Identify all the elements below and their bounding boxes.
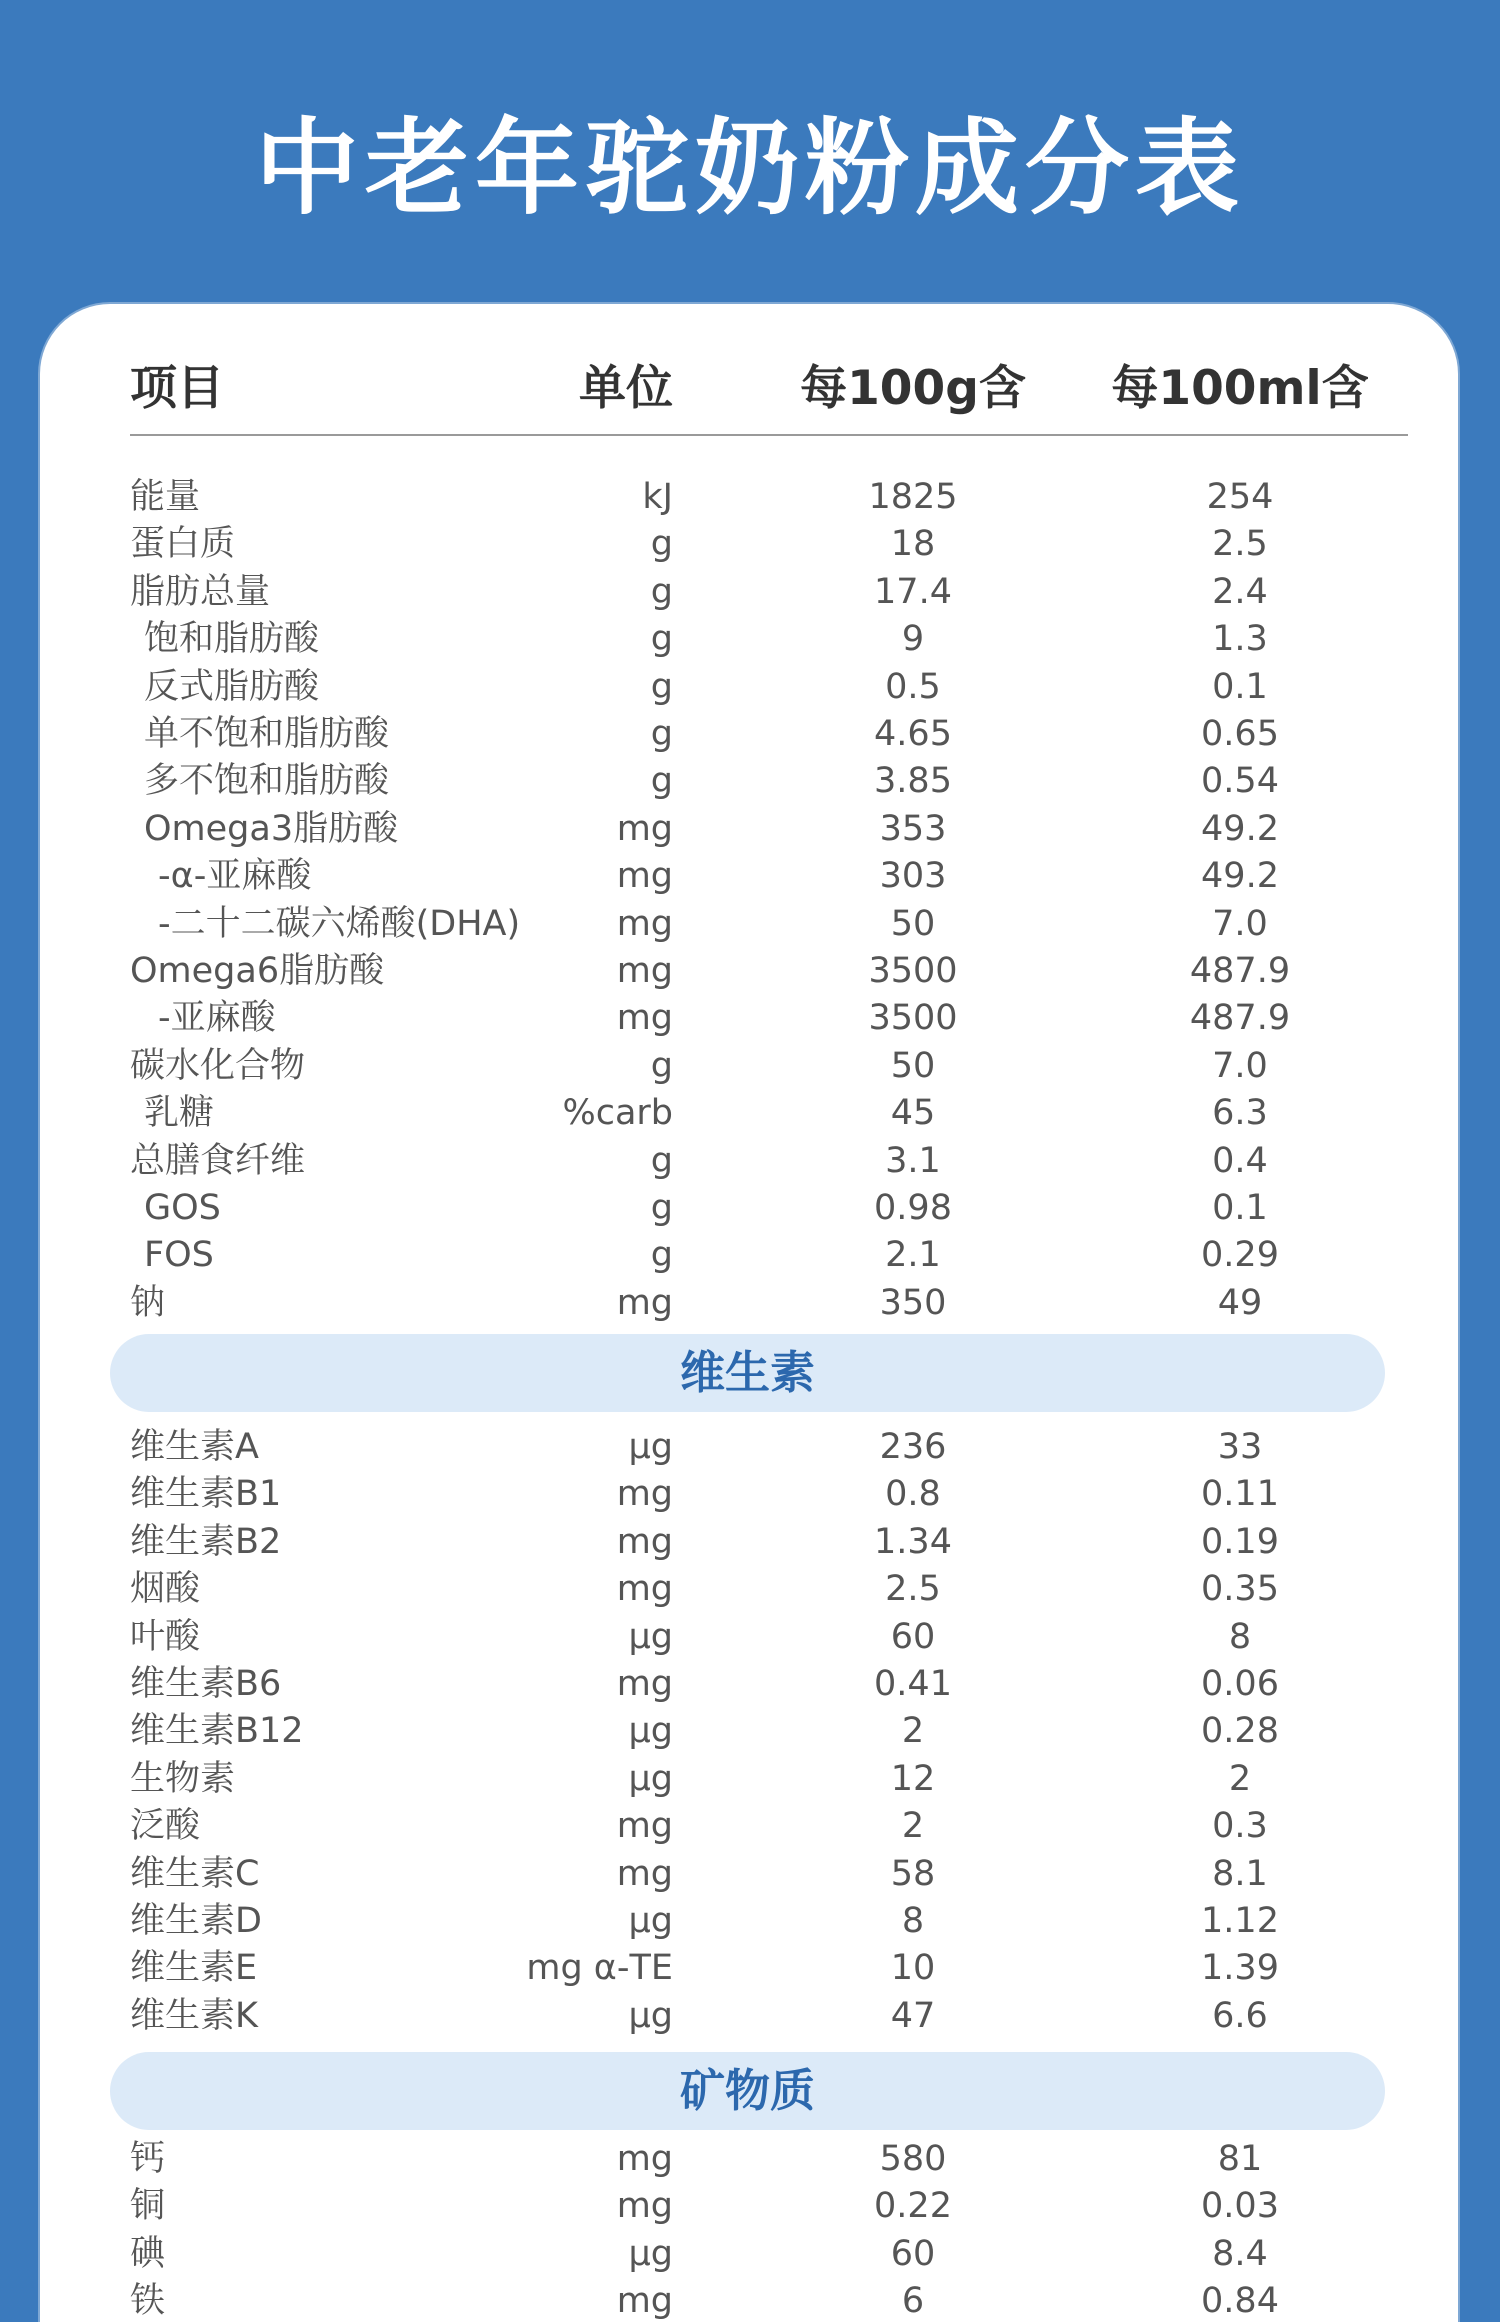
table-row <box>40 1185 1458 1232</box>
row-name: FOS <box>144 1235 214 1276</box>
row-unit: μg <box>628 1995 673 2036</box>
row-value-per-100g: 2.1 <box>885 1235 941 1276</box>
row-value-per-100g: 60 <box>890 1616 936 1657</box>
row-value-per-100ml: 0.11 <box>1201 1474 1279 1515</box>
row-value-per-100ml: 49.2 <box>1201 856 1279 897</box>
row-name: -亚麻酸 <box>158 998 276 1039</box>
row-unit: μg <box>628 2233 673 2274</box>
row-name: 维生素K <box>130 1995 258 2036</box>
table-row <box>40 1280 1458 1327</box>
row-value-per-100g: 50 <box>890 1045 936 1086</box>
row-value-per-100g: 50 <box>890 903 936 944</box>
table-row <box>40 1993 1458 2040</box>
row-unit: mg <box>616 808 673 849</box>
row-value-per-100g: 12 <box>890 1758 936 1799</box>
row-value-per-100g: 303 <box>879 856 947 897</box>
header-item: 项目 <box>130 361 224 416</box>
table-row <box>40 2231 1458 2278</box>
row-value-per-100ml: 0.19 <box>1201 1521 1279 1562</box>
row-value-per-100ml: 8 <box>1228 1616 1252 1657</box>
row-value-per-100ml: 487.9 <box>1189 998 1291 1039</box>
row-value-per-100g: 6 <box>901 2281 925 2322</box>
row-name: 多不饱和脂肪酸 <box>144 761 390 802</box>
row-unit: mg <box>616 998 673 1039</box>
row-name: 生物素 <box>130 1758 236 1799</box>
row-name: 蛋白质 <box>130 524 236 565</box>
row-unit: mg <box>616 2139 673 2179</box>
row-name: 反式脂肪酸 <box>144 666 320 707</box>
row-name: 能量 <box>130 477 201 517</box>
row-value-per-100g: 1825 <box>868 477 958 517</box>
table-row <box>40 901 1458 948</box>
row-value-per-100g: 45 <box>890 1093 936 1134</box>
table-row <box>40 1898 1458 1945</box>
row-value-per-100g: 353 <box>879 808 947 849</box>
row-value-per-100ml: 0.65 <box>1201 714 1279 754</box>
table-row <box>40 1708 1458 1755</box>
row-unit: μg <box>628 1427 673 1467</box>
table-row <box>40 1138 1458 1185</box>
row-value-per-100g: 580 <box>879 2139 947 2179</box>
row-value-per-100g: 47 <box>890 1995 936 2036</box>
row-name: 维生素D <box>130 1901 262 1941</box>
row-name: 碳水化合物 <box>130 1045 306 1086</box>
row-value-per-100g: 0.5 <box>885 666 941 707</box>
row-unit: g <box>650 1188 673 1228</box>
row-value-per-100ml: 254 <box>1206 477 1274 517</box>
row-unit: μg <box>628 1758 673 1799</box>
row-unit: g <box>650 1235 673 1276</box>
table-row <box>40 1519 1458 1566</box>
nutrition-table-card <box>40 304 1458 2322</box>
row-unit: mg <box>616 1521 673 1562</box>
row-name: 单不饱和脂肪酸 <box>144 714 390 754</box>
table-row <box>40 1851 1458 1898</box>
row-unit: mg <box>616 856 673 897</box>
table-row <box>40 1471 1458 1518</box>
row-unit: g <box>650 666 673 707</box>
table-row <box>40 1945 1458 1992</box>
row-value-per-100g: 17.4 <box>874 571 952 612</box>
table-row <box>40 806 1458 853</box>
row-value-per-100ml: 2.4 <box>1212 571 1268 612</box>
header-unit: 单位 <box>579 361 673 416</box>
row-value-per-100g: 1.34 <box>874 1521 952 1562</box>
row-value-per-100g: 236 <box>879 1427 947 1467</box>
row-value-per-100ml: 0.4 <box>1212 1140 1268 1181</box>
row-value-per-100ml: 0.06 <box>1201 1664 1279 1704</box>
row-unit: kJ <box>642 477 673 517</box>
row-value-per-100g: 60 <box>890 2233 936 2274</box>
row-name: 铁 <box>130 2281 166 2322</box>
row-value-per-100g: 9 <box>901 619 925 660</box>
row-unit: mg <box>616 2281 673 2322</box>
row-name: 乳糖 <box>144 1093 215 1134</box>
row-unit: mg <box>616 1569 673 1610</box>
row-name: 维生素C <box>130 1853 260 1894</box>
table-row <box>40 521 1458 568</box>
table-row <box>40 995 1458 1042</box>
row-unit: mg <box>616 1806 673 1847</box>
row-unit: μg <box>628 1616 673 1657</box>
row-value-per-100ml: 0.3 <box>1212 1806 1268 1847</box>
row-name: 烟酸 <box>130 1569 201 1610</box>
row-value-per-100g: 3.85 <box>874 761 952 802</box>
row-value-per-100ml: 0.35 <box>1201 1569 1279 1610</box>
row-name: 饱和脂肪酸 <box>144 619 320 660</box>
row-unit: g <box>650 524 673 565</box>
row-value-per-100g: 10 <box>890 1948 936 1989</box>
row-name: 碘 <box>130 2233 166 2274</box>
row-value-per-100g: 4.65 <box>874 714 952 754</box>
row-unit: g <box>650 1140 673 1181</box>
row-name: 维生素B12 <box>130 1711 304 1752</box>
header-divider <box>130 434 1408 436</box>
row-name: 维生素B6 <box>130 1664 282 1704</box>
row-unit: mg <box>616 2186 673 2227</box>
row-name: GOS <box>144 1188 221 1228</box>
row-value-per-100ml: 49.2 <box>1201 808 1279 849</box>
row-value-per-100ml: 8.1 <box>1212 1853 1268 1894</box>
section-header-minerals: 矿物质 <box>110 2052 1385 2130</box>
row-unit: mg <box>616 1664 673 1704</box>
row-name: Omega3脂肪酸 <box>144 808 399 849</box>
row-value-per-100ml: 1.3 <box>1212 619 1268 660</box>
section-header-vitamins: 维生素 <box>110 1334 1385 1412</box>
header-per-100g: 每100g含 <box>800 361 1026 416</box>
table-row <box>40 2136 1458 2183</box>
row-unit: mg <box>616 1282 673 1323</box>
table-row <box>40 711 1458 758</box>
row-name: -二十二碳六烯酸(DHA) <box>158 903 521 944</box>
row-value-per-100g: 350 <box>879 1282 947 1323</box>
row-value-per-100ml: 487.9 <box>1189 951 1291 991</box>
table-row <box>40 616 1458 663</box>
table-row <box>40 1661 1458 1708</box>
row-value-per-100g: 58 <box>890 1853 936 1894</box>
row-value-per-100ml: 1.39 <box>1201 1948 1279 1989</box>
row-value-per-100g: 0.41 <box>874 1664 952 1704</box>
row-unit: mg <box>616 951 673 991</box>
row-value-per-100ml: 0.84 <box>1201 2281 1279 2322</box>
row-unit: g <box>650 571 673 612</box>
row-unit: g <box>650 761 673 802</box>
row-name: 维生素A <box>130 1427 259 1467</box>
row-unit: g <box>650 714 673 754</box>
row-value-per-100ml: 0.1 <box>1212 666 1268 707</box>
row-value-per-100g: 3500 <box>868 951 958 991</box>
row-value-per-100ml: 7.0 <box>1212 903 1268 944</box>
row-value-per-100ml: 0.29 <box>1201 1235 1279 1276</box>
row-value-per-100ml: 49 <box>1217 1282 1263 1323</box>
row-name: 钠 <box>130 1282 166 1323</box>
row-name: 总膳食纤维 <box>130 1140 306 1181</box>
table-row <box>40 1424 1458 1471</box>
row-name: 铜 <box>130 2186 166 2227</box>
row-name: 泛酸 <box>130 1806 201 1847</box>
row-unit: mg α-TE <box>526 1948 673 1989</box>
row-value-per-100ml: 0.28 <box>1201 1711 1279 1752</box>
row-name: 维生素E <box>130 1948 258 1989</box>
row-name: 维生素B2 <box>130 1521 282 1562</box>
table-row <box>40 1043 1458 1090</box>
row-unit: mg <box>616 903 673 944</box>
row-value-per-100ml: 6.3 <box>1212 1093 1268 1134</box>
row-value-per-100ml: 0.03 <box>1201 2186 1279 2227</box>
table-row <box>40 1566 1458 1613</box>
table-header <box>40 304 1458 440</box>
table-row <box>40 1756 1458 1803</box>
row-value-per-100g: 3.1 <box>885 1140 941 1181</box>
row-value-per-100g: 8 <box>901 1901 925 1941</box>
header-per-100ml: 每100ml含 <box>1111 361 1369 416</box>
row-name: Omega6脂肪酸 <box>130 951 385 991</box>
row-unit: μg <box>628 1901 673 1941</box>
row-value-per-100g: 3500 <box>868 998 958 1039</box>
table-row <box>40 1090 1458 1137</box>
table-row <box>40 2183 1458 2230</box>
table-row <box>40 474 1458 521</box>
row-value-per-100ml: 0.54 <box>1201 761 1279 802</box>
row-unit: mg <box>616 1853 673 1894</box>
row-name: 脂肪总量 <box>130 571 271 612</box>
table-row <box>40 1232 1458 1279</box>
row-value-per-100g: 0.98 <box>874 1188 952 1228</box>
row-unit: g <box>650 1045 673 1086</box>
row-unit: μg <box>628 1711 673 1752</box>
table-row <box>40 758 1458 805</box>
row-unit: mg <box>616 1474 673 1515</box>
row-value-per-100ml: 2 <box>1228 1758 1252 1799</box>
table-row <box>40 853 1458 900</box>
row-value-per-100ml: 33 <box>1217 1427 1263 1467</box>
table-row <box>40 664 1458 711</box>
row-value-per-100g: 2 <box>901 1711 925 1752</box>
row-value-per-100ml: 6.6 <box>1212 1995 1268 2036</box>
page-title: 中老年驼奶粉成分表 <box>254 107 1245 229</box>
row-value-per-100ml: 8.4 <box>1212 2233 1268 2274</box>
row-name: 叶酸 <box>130 1616 201 1657</box>
row-name: -α-亚麻酸 <box>158 856 312 897</box>
row-value-per-100g: 0.22 <box>874 2186 952 2227</box>
table-row <box>40 948 1458 995</box>
table-row <box>40 569 1458 616</box>
row-value-per-100ml: 0.1 <box>1212 1188 1268 1228</box>
row-value-per-100g: 2.5 <box>885 1569 941 1610</box>
row-name: 维生素B1 <box>130 1474 282 1515</box>
row-value-per-100g: 18 <box>890 524 936 565</box>
row-value-per-100ml: 81 <box>1217 2139 1263 2179</box>
table-row <box>40 2278 1458 2322</box>
row-unit: %carb <box>562 1093 673 1134</box>
row-value-per-100ml: 1.12 <box>1201 1901 1279 1941</box>
row-value-per-100ml: 7.0 <box>1212 1045 1268 1086</box>
row-unit: g <box>650 619 673 660</box>
table-row <box>40 1803 1458 1850</box>
row-value-per-100g: 2 <box>901 1806 925 1847</box>
row-value-per-100g: 0.8 <box>885 1474 941 1515</box>
row-value-per-100ml: 2.5 <box>1212 524 1268 565</box>
table-row <box>40 1614 1458 1661</box>
row-name: 钙 <box>130 2139 166 2179</box>
